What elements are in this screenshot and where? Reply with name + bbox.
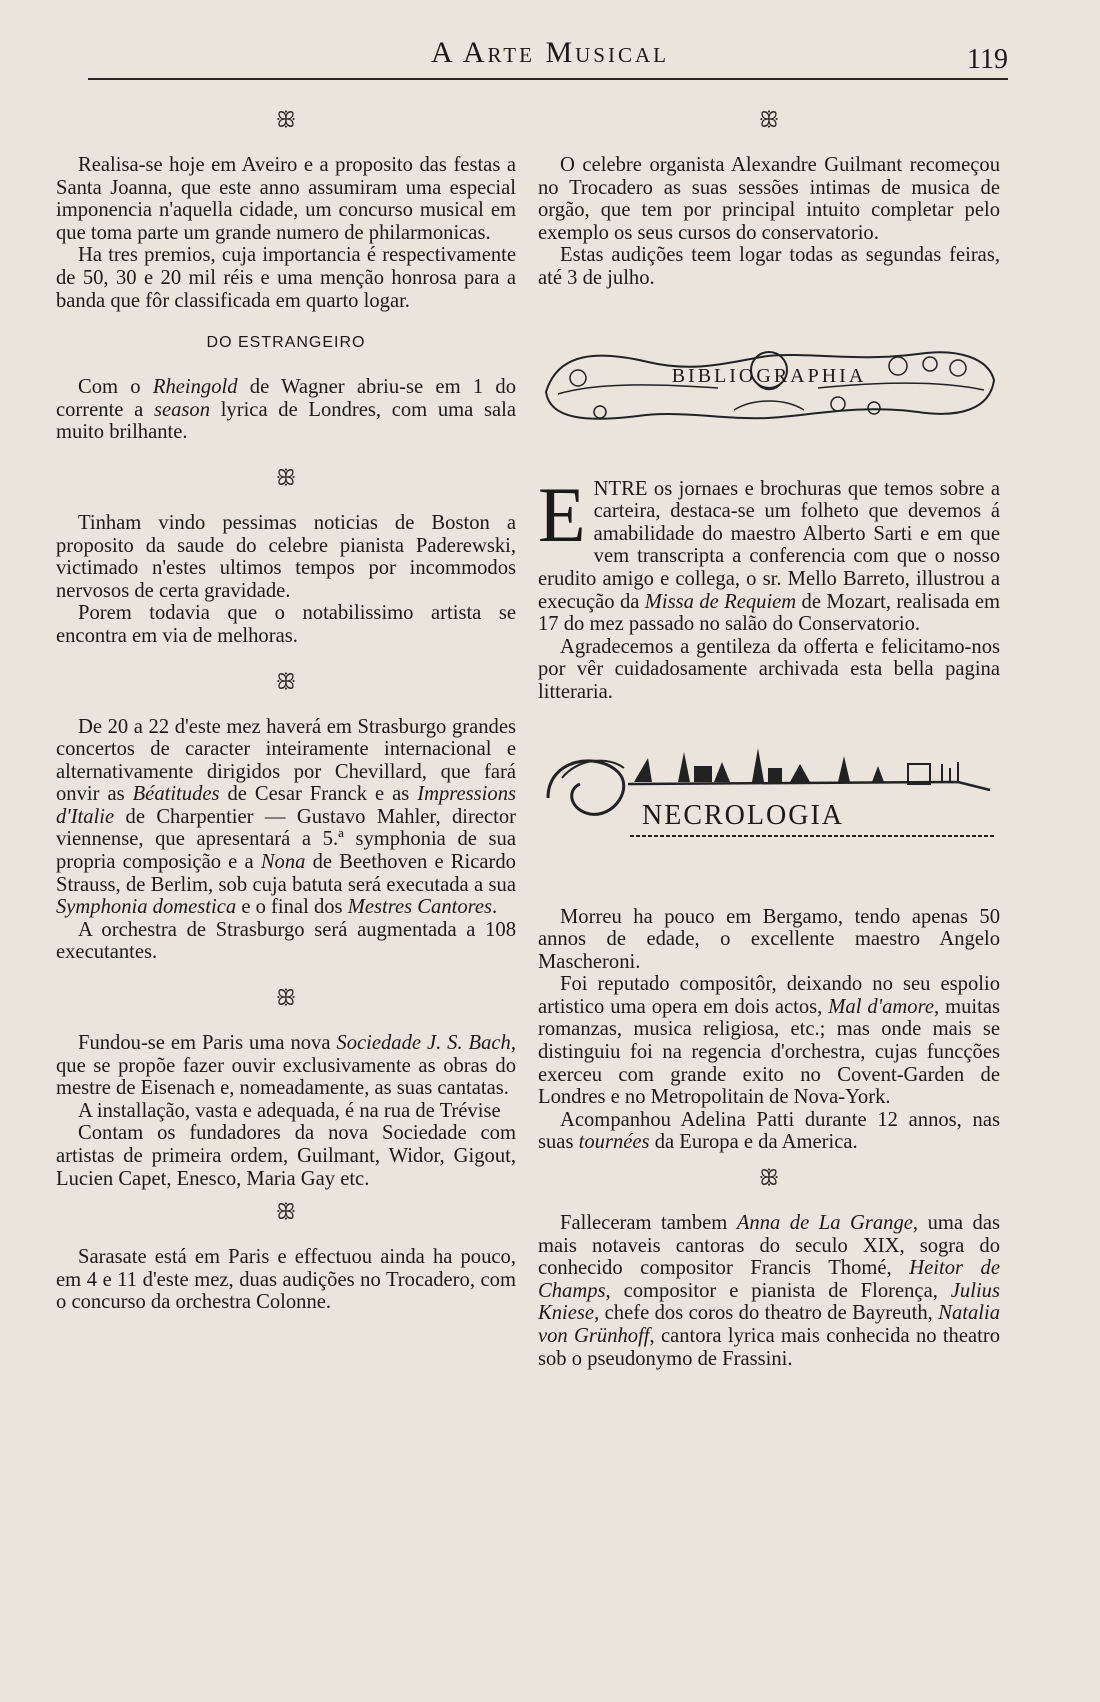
ornament-separator-icon: ꕥ xyxy=(758,1165,780,1191)
left-column xyxy=(56,100,516,1314)
bibliographia-banner-title: BIBLIOGRAPHIA xyxy=(671,364,867,387)
ornament-separator-icon: ꕥ xyxy=(275,668,297,694)
page-number: 119 xyxy=(967,44,1008,75)
ornament-separator-icon: ꕥ xyxy=(758,107,780,132)
section-heading-estrangeiro: DO ESTRANGEIRO xyxy=(206,334,366,352)
drop-cap-letter: E xyxy=(538,470,586,558)
article-aveiro-p1: Realisa-se hoje em Aveiro e a proposito das festas a Santa Joanna, que este anno assumiram uma especial imponencia n'aquella cidade, um concurso musical em que toma parte um grande numero de philarmonicas. xyxy=(56,154,516,244)
article-guilmant-p1: O celebre organista Alexandre Guilmant recomeçou no Trocadero as suas sessões intimas de musica de orgão, que tem por principal intuito completar pelo exemplo os seus cursos do conservatorio. xyxy=(538,154,1000,244)
article-bibliographia-p1: ENTRE os jornaes e brochuras que temos sobre a carteira, destaca-se um folheto que devemos á amabilidade do maestro Alberto Sarti e em que vem transcripta a conferencia com que o nosso erudito amigo e collega, o sr. Mello Barreto, illustrou a execução da Missa de Requiem de Mozart, realisada em 17 do mez passado no salão do Conservatorio. xyxy=(538,470,1001,636)
article-bach-p2: A installação, vasta e adequada, é na rua de Trévise xyxy=(78,1099,501,1122)
article-bach-p3: Contam os fundadores da nova Sociedade com artistas de primeira ordem, Guilmant, Widor, Gigout, Lucien Capet, Enesco, Maria Gay etc. xyxy=(56,1122,516,1190)
page-header-title: A Arte Musical xyxy=(431,36,669,69)
article-mascheroni-p3: Acompanhou Adelina Patti durante 12 annos, nas suas tournées da Europa e da America. xyxy=(538,1108,1000,1154)
ornament-separator-icon: ꕥ xyxy=(275,1199,297,1225)
article-paderewski-p2: Porem todavia que o notabilissimo artista se encontra em via de melhoras. xyxy=(56,602,516,647)
article-falleceram: Falleceram tambem Anna de La Grange, uma das mais notaveis cantoras do seculo XIX, sogra do conhecido compositor Francis Thomé, Heitor de Champs, compositor e pianista de Florença, Julius Kniese, chefe dos coros do theatro de Bayreuth, Natalia von Grünhoff, cantora lyrica mais conhecida no theatro sob o pseudonymo de Frassini. xyxy=(538,1212,1000,1370)
article-paderewski-p1: Tinham vindo pessimas noticias de Boston a proposito da saude do celebre pianista Paderewski, victimado n'estes ultimos tempos por incommodos nervosos de certa gravidade. xyxy=(56,511,516,602)
necrologia-banner-ornament xyxy=(538,738,1000,848)
article-strasburgo-p2: A orchestra de Strasburgo será augmentada a 108 executantes. xyxy=(56,918,516,964)
article-mascheroni-p1: Morreu ha pouco em Bergamo, tendo apenas 50 annos de edade, o excellente maestro Angelo Mascheroni. xyxy=(538,905,1000,973)
ornament-separator-icon: ꕥ xyxy=(275,107,297,132)
bibliographia-banner-ornament xyxy=(538,332,1000,432)
article-aveiro-p2: Ha tres premios, cuja importancia é respectivamente de 50, 30 e 20 mil réis e uma menção honrosa para a banda que fôr classificada em quarto logar. xyxy=(56,244,516,312)
ornament-separator-icon: ꕥ xyxy=(275,985,297,1011)
article-rheingold: Com o Rheingold de Wagner abriu-se em 1 do corrente a season lyrica de Londres, com uma sala muito brilhante. xyxy=(56,376,516,444)
right-column xyxy=(538,100,1000,1370)
article-mascheroni-p2: Foi reputado compositôr, deixando no seu espolio artistico uma opera em dois actos, Mal d'amore, muitas romanzas, musica religiosa, etc.; mas onde mais se distinguiu foi na regencia d'orchestra, cujas funcções exerceu com grande exito no Covent-Garden de Londres e no Metropolitain de Nova-York. xyxy=(538,973,1000,1109)
article-bach-p1: Fundou-se em Paris uma nova Sociedade J. S. Bach, que se propõe fazer ouvir exclusivamente as obras do mestre de Eisenach e, nomeadamente, as suas cantatas. xyxy=(56,1032,517,1100)
necrologia-banner-title: NECROLOGIA xyxy=(642,799,844,831)
ornament-separator-icon: ꕥ xyxy=(275,464,297,490)
article-strasburgo-p1: De 20 a 22 d'este mez haverá em Strasburgo grandes concertos de caracter inteiramente internacional e alternativamente dirigidos por Chevillard, que fará onvir as Béatitudes de Cesar Franck e as Impressions d'Italie de Charpentier — Gustavo Mahler, director viennense, que apresentará a 5.ª symphonia de sua propria composição e a Nona de Beethoven e Ricardo Strauss, de Berlim, sob cuja batuta será executada a sua Symphonia domestica e o final dos Mestres Cantores. xyxy=(56,715,517,919)
article-bibliographia-p2: Agradecemos a gentileza da offerta e felicitamo-nos por vêr cuidadosamente archivada esta bella pagina litteraria. xyxy=(538,635,1000,703)
article-guilmant-p2: Estas audições teem logar todas as segundas feiras, até 3 de julho. xyxy=(538,244,1000,289)
header-rule xyxy=(88,78,1008,80)
article-sarasate: Sarasate está em Paris e effectuou ainda ha pouco, em 4 e 11 d'este mez, duas audições no Trocadero, com o concurso da orchestra Colonne. xyxy=(56,1246,516,1314)
